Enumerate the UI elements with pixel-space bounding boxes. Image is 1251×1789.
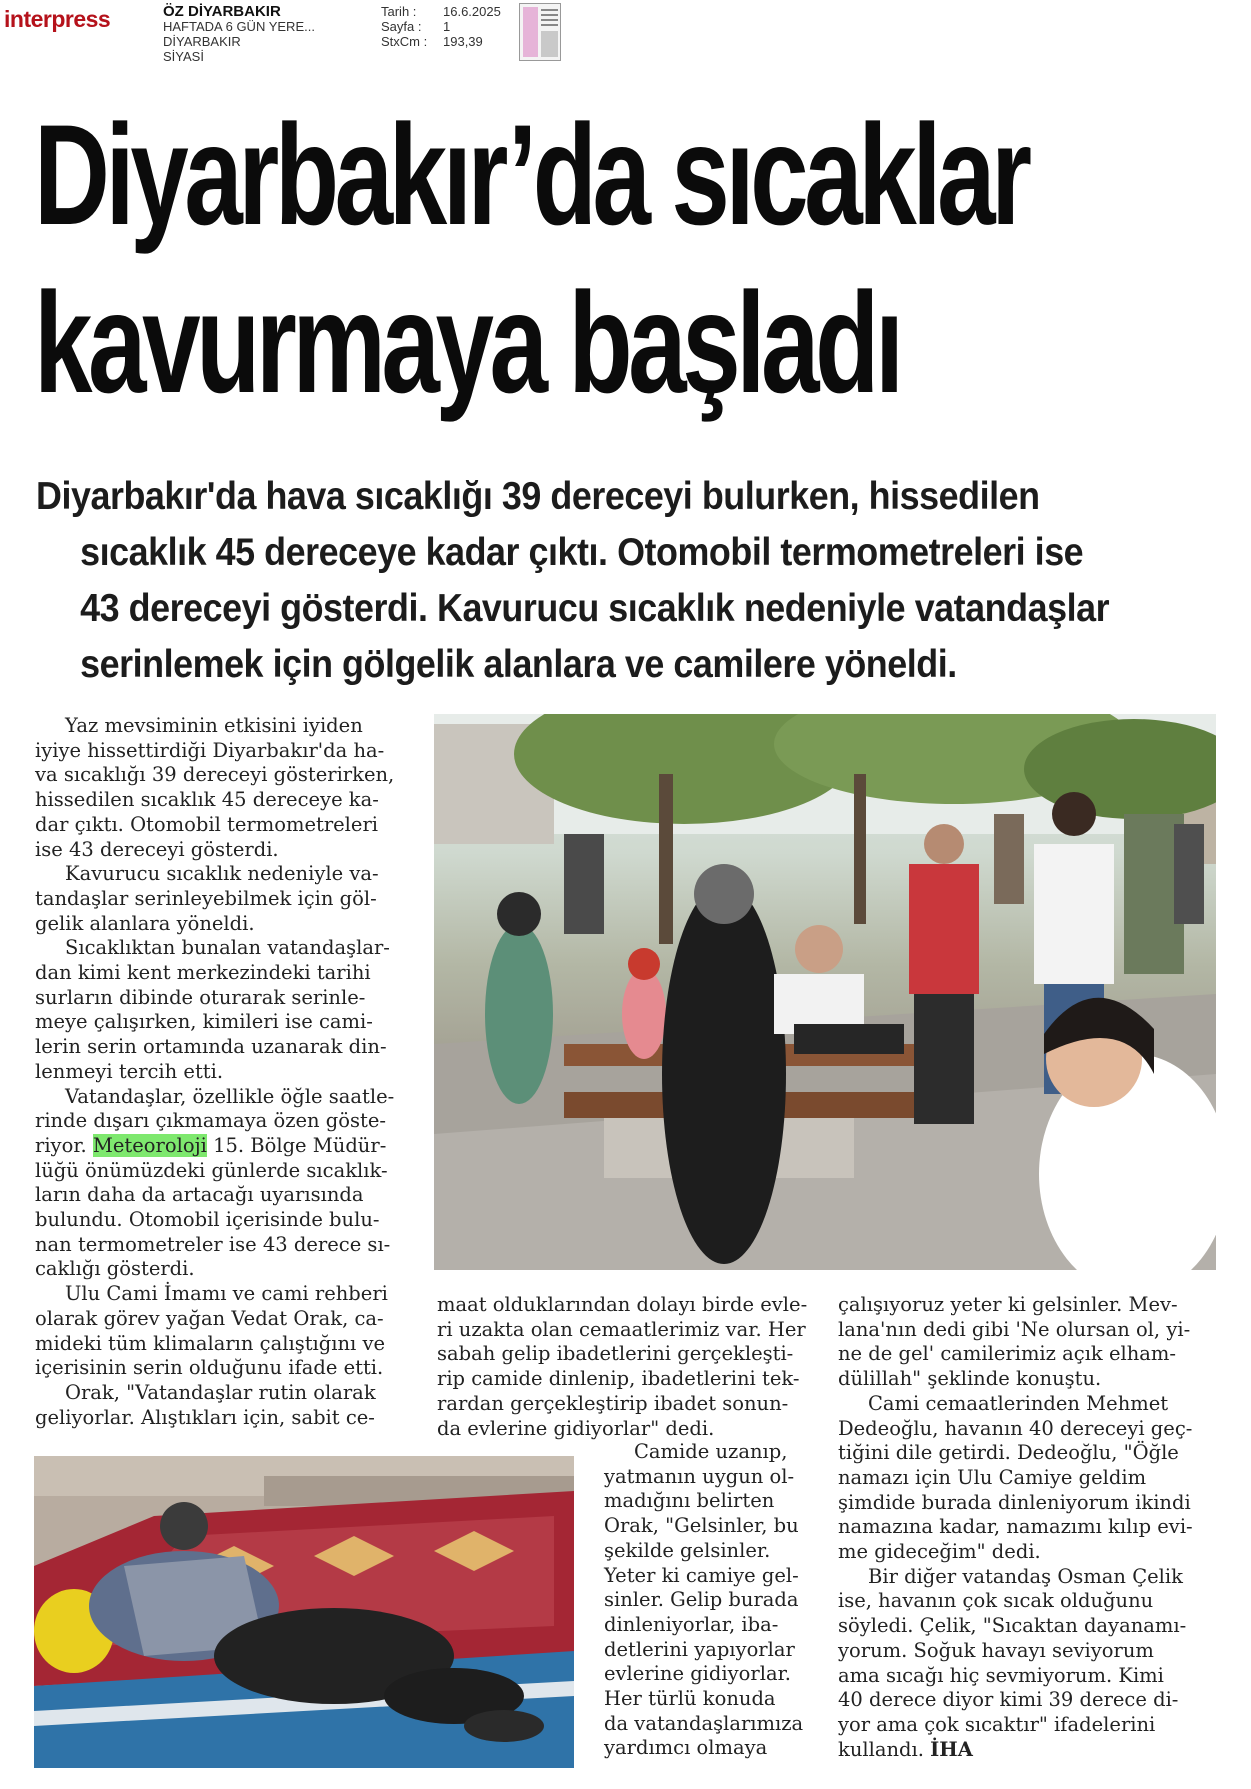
article-column-1 <box>35 714 409 1430</box>
publication-city: DİYARBAKIR <box>163 34 241 49</box>
text-line: iyiye hissettirdiği Diyarbakır'da ha- <box>35 738 385 762</box>
text-line: Kavurucu sıcaklık nedeniyle va- <box>65 862 379 886</box>
text-line: rip camide dinlenip, ibadetlerini tek- <box>437 1367 800 1391</box>
text-line: rinde dışarı çıkmamaya özen göste- <box>35 1109 386 1133</box>
text-line: tiğini dile getirdi. Dedeoğlu, "Öğle <box>838 1441 1179 1465</box>
date-label: Tarih : <box>381 4 417 19</box>
text-line: şekilde gelsinler. <box>604 1538 771 1562</box>
text-line: bulundu. Otomobil içerisinde bulu- <box>35 1208 380 1232</box>
text-line: şimdide burada dinleniyorum ikindi <box>838 1490 1191 1514</box>
text-line: Vatandaşlar, özellikle öğle saatle- <box>65 1084 395 1108</box>
text-line: 40 derece diyor kimi 39 derece di- <box>838 1688 1179 1712</box>
text-line: Bir diğer vatandaş Osman Çelik <box>868 1564 1183 1588</box>
text-line: yor ama çok sıcaktır" ifadelerini <box>838 1712 1156 1736</box>
text-line: surların dibinde oturarak serinle- <box>35 985 366 1009</box>
text-line: detlerini yapıyorlar <box>604 1637 795 1661</box>
street-crowd-illustration <box>434 714 1216 1270</box>
text-line: olarak görev yağan Vedat Orak, ca- <box>35 1306 384 1330</box>
headline-line-1: Diyarbakır’da sıcaklar <box>34 96 1028 255</box>
headline-line-2: kavurmaya başladı <box>34 264 900 423</box>
text-line: rardan gerçekleştirip ibadet sonun- <box>437 1391 789 1415</box>
text-line: çalışıyoruz yeter ki gelsinler. Mev- <box>838 1293 1178 1316</box>
agency-logo: interpress <box>4 6 111 32</box>
text-line: caklığı gösterdi. <box>35 1257 195 1281</box>
text-line: ise, havanın çok sıcak olduğunu <box>838 1589 1154 1613</box>
text-line: nan termometreler ise 43 derece sı- <box>35 1232 391 1256</box>
text-line: yorum. Soğuk havayı seviyorum <box>838 1638 1154 1662</box>
lead-line-4: serinlemek için gölgelik alanlara ve camilere yöneldi. <box>80 643 957 686</box>
text-line: riyor. Meteoroloji 15. Bölge Müdür- <box>35 1133 387 1157</box>
text-line: meye çalışırken, kimileri ise cami- <box>35 1010 373 1034</box>
text-line: Yaz mevsiminin etkisini iyiden <box>65 714 363 737</box>
man-resting-photo <box>34 1456 574 1768</box>
text-line: da vatandaşlarımıza <box>604 1711 804 1735</box>
publication-info <box>163 4 315 64</box>
text-line: Camide uzanıp, <box>634 1440 788 1463</box>
text-line: ne de gel' camilerimiz açık elham- <box>838 1342 1176 1366</box>
clipping-metadata <box>381 4 501 49</box>
stxcm-label: StxCm : <box>381 34 428 49</box>
lead-paragraph <box>36 469 1236 693</box>
text-line: dinleniyorlar, iba- <box>604 1612 779 1636</box>
lead-line-1: Diyarbakır'da hava sıcaklığı 39 dereceyi bulurken, hissedilen <box>36 475 1040 518</box>
text-line: sinler. Gelip burada <box>604 1588 799 1612</box>
text-line: kullandı. İHA <box>838 1737 973 1761</box>
text-line: geliyorlar. Alıştıkları için, sabit ce- <box>35 1405 375 1429</box>
text-line: me gideceğim" dedi. <box>838 1540 1041 1564</box>
text-line: lüğü önümüzdeki günlerde sıcaklık- <box>35 1158 388 1182</box>
text-line: dar çıktı. Otomobil termometreleri <box>35 812 379 836</box>
text-line: tandaşlar serinleyebilmek için göl- <box>35 886 377 910</box>
text-line: maat olduklarından dolayı birde evle- <box>437 1293 808 1316</box>
text-line: Ulu Cami İmamı ve cami rehberi <box>65 1282 388 1306</box>
agency-signature: İHA <box>930 1737 973 1761</box>
text-line: Orak, "Vatandaşlar rutin olarak <box>65 1380 376 1404</box>
text-line: ri uzakta olan cemaatlerimiz var. Her <box>437 1317 806 1341</box>
headline <box>34 92 1028 428</box>
text-line: ların daha da artacağı uyarısında <box>35 1183 364 1207</box>
text-line: dülillah" şeklinde konuştu. <box>838 1367 1102 1391</box>
publication-name: ÖZ DİYARBAKIR <box>163 3 281 20</box>
text-line: lenmeyi tercih etti. <box>35 1059 224 1083</box>
text-line: Orak, "Gelsinler, bu <box>604 1514 799 1538</box>
text-line: madığını belirten <box>604 1489 775 1513</box>
text-line: dan kimi kent merkezindeki tarihi <box>35 961 371 985</box>
lead-line-3: 43 dereceyi gösterdi. Kavurucu sıcaklık nedeniyle vatandaşlar <box>80 587 1110 630</box>
page-label: Sayfa : <box>381 19 422 34</box>
text-line: hissedilen sıcaklık 45 dereceye ka- <box>35 788 379 812</box>
text-line: ama sıcağı hiç sevmiyorum. Kimi <box>838 1663 1164 1687</box>
stxcm-value: 193,39 <box>443 34 483 49</box>
text-line: içerisinin serin olduğunu ifade etti. <box>35 1356 384 1380</box>
text-line: Sıcaklıktan bunalan vatandaşlar- <box>65 936 390 960</box>
text-line: yatmanın uygun ol- <box>604 1464 795 1488</box>
publication-frequency: HAFTADA 6 GÜN YERE... <box>163 19 315 34</box>
page-value: 1 <box>443 19 451 34</box>
text-line: yardımcı olmaya <box>604 1736 768 1760</box>
article-column-2 <box>437 1293 808 1441</box>
highlighted-term: Meteoroloji <box>92 1133 207 1157</box>
text-line: gelik alanlara yöneldi. <box>35 911 255 935</box>
text-line: söyledi. Çelik, "Sıcaktan dayanamı- <box>838 1614 1187 1638</box>
text-line: lerin serin ortamında uzanarak din- <box>35 1035 387 1059</box>
text-line: namazına kadar, namazımı kılıp evi- <box>838 1515 1193 1539</box>
lead-line-2: sıcaklık 45 dereceye kadar çıktı. Otomobil termometreleri ise <box>80 531 1084 574</box>
clipping-header <box>0 0 1251 68</box>
text-line: sabah gelip ibadetlerini gerçekleşti- <box>437 1342 794 1366</box>
publication-section: SİYASİ <box>163 49 204 64</box>
text-line: Her türlü konuda <box>604 1687 776 1711</box>
text-line: namazı için Ulu Camiye geldim <box>838 1465 1147 1489</box>
text-line: va sıcaklığı 39 dereceyi gösterirken, <box>35 763 395 787</box>
text-line: Dedeoğlu, havanın 40 dereceyi geç- <box>838 1416 1193 1440</box>
page-thumbnail <box>519 3 561 61</box>
text-line: Yeter ki camiye gel- <box>604 1563 799 1587</box>
article-column-2-continued <box>604 1440 804 1761</box>
text-line: mideki tüm klimaların çalıştığını ve <box>35 1331 386 1355</box>
man-resting-illustration <box>34 1456 574 1768</box>
text-line: Cami cemaatlerinden Mehmet <box>868 1391 1169 1415</box>
article-column-3 <box>838 1293 1212 1762</box>
text-line: ise 43 dereceyi gösterdi. <box>35 837 279 861</box>
street-crowd-photo <box>434 714 1216 1270</box>
date-value: 16.6.2025 <box>443 4 501 19</box>
text-line: da evlerine gidiyorlar" dedi. <box>437 1416 715 1440</box>
text-line: evlerine gidiyorlar. <box>604 1662 791 1686</box>
text-line: lana'nın dedi gibi 'Ne olursan ol, yi- <box>838 1317 1191 1341</box>
